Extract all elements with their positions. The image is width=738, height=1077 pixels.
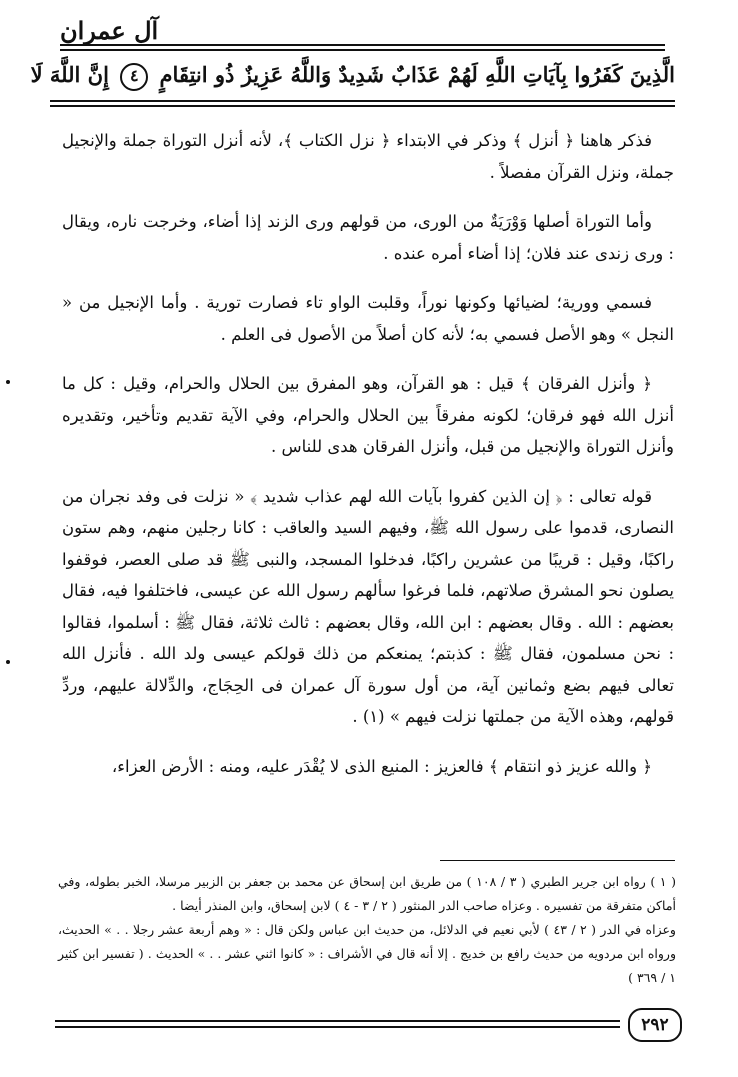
footnote: وعزاه في الدر ( ٢ / ٤٣ ) لأبي نعيم في الدلائل، من حديث ابن عباس ولكن قال : « وهم أربعة عشر رجلا . . » الحديث، ورواه ابن مردويه من حديث رافع بن خديج . إلا أنه قال في الأشراف : « كانوا اثني عشر . . » الحديث . ( تفسير ابن كثير ١ / ٣٦٩ ) (58, 922, 676, 985)
margin-dot (6, 660, 10, 664)
paragraph: فسمي وورية؛ لضيائها وكونها نوراً، وقلبت الواو تاء فصارت تورية . وأما الإنجيل من « النجل » وهو الأصل فسمي به؛ لأنه كان أصلاً من الأصول فى العلم . (62, 293, 674, 344)
body-text (62, 125, 674, 800)
page-number: ٢٩٢ (628, 1008, 682, 1042)
header-rule-top (60, 44, 665, 46)
margin-dot (6, 380, 10, 384)
paragraph: قوله تعالى : ﴿ إن الذين كفروا بآيات الله لهم عذاب شديد ﴾ « نزلت فى وفد نجران من النصارى، قدموا على رسول الله ﷺ، وفيهم السيد والعاقب : كانا رجلين منهم، وهم ستون راكبًا، وقيل : قريبًا من عشرين راكبًا، فدخلوا المسجد، والنبى ﷺ قد صلى العصر، فوقفوا يصلون نحو المشرق صلاتهم، فلما فرغوا سألهم رسول الله عن عيسى، فاختلفوا فيه، فقال بعضهم : الله . وقال بعضهم : ابن الله، وقال بعضهم : ثالث ثلاثة، فقال ﷺ : أسلموا، فقالوا : نحن مسلمون، فقال ﷺ : كذبتم؛ يمنعكم من ذلك قولكم عيسى ولد الله . فأنزل الله تعالى فيهم بضع وثمانين آية، من أول سورة آل عمران فى الحِجَاج، والدِّلالة عليهم، وردِّ قولهم، وهذه الآية من جملتها نزلت فيهم » (١) . (62, 486, 674, 726)
footer-rule-bottom (55, 1026, 620, 1028)
verse-rule-2 (50, 105, 675, 107)
paragraph: ﴿ والله عزيز ذو انتقام ﴾ فالعزيز : المنيع الذى لا يُقْدَر عليه، ومنه : الأرض العزاء، (111, 756, 652, 776)
footnote-separator (440, 860, 675, 861)
verse-heading (30, 55, 675, 95)
verse-number: ٤ (120, 63, 148, 91)
footnote: ( ١ ) رواه ابن جرير الطبري ( ٣ / ١٠٨ ) من طريق ابن إسحاق عن محمد بن جعفر بن الزبير مرسلا، الخبر بطوله، وفي أماكن متفرقة من تفسيره . وعزاه صاحب الدر المنثور ( ٢ / ٣ - ٤ ) لابن إسحاق، وابن المنذر أيضا . (58, 874, 676, 913)
footnotes (58, 870, 676, 990)
verse-rule-1 (50, 100, 675, 102)
footer-rule-top (55, 1020, 620, 1022)
surah-title: آل عمران (60, 16, 159, 45)
verse-tail: إِنَّ اللَّهَ لَا (30, 62, 109, 87)
page-footer (0, 1000, 738, 1050)
paragraph: فذكر هاهنا ﴿ أنزل ﴾ وذكر في الابتداء ﴿ نزل الكتاب ﴾، لأنه أنزل التوراة جملة والإنجيل جملة، ونزل القرآن مفصلاً . (62, 131, 674, 182)
paragraph: وأما التوراة أصلها وَوْرَيَةٌ من الورى، من قولهم ورى الزند إذا أضاء، وخرجت ناره، ويقال : ورى زندى عند فلان؛ إذا أضاء أمره عنده . (62, 212, 674, 263)
paragraph: ﴿ وأنزل الفرقان ﴾ قيل : هو القرآن، وهو المفرق بين الحلال والحرام، وقيل : كل ما أنزل الله فهو فرقان؛ لكونه مفرقاً بين الحلال والحرام، وفي الآية تقديم وتأخير، وتقديره وأنزل التوراة والإنجيل من قبل، وأنزل الفرقان هدى للناس . (62, 374, 674, 456)
header-rule-bottom (60, 49, 665, 51)
verse-text: الَّذِينَ كَفَرُوا بِآيَاتِ اللَّهِ لَهُمْ عَذَابٌ شَدِيدٌ وَاللَّهُ عَزِيزٌ ذُو انتِقَامٍ (159, 62, 675, 87)
